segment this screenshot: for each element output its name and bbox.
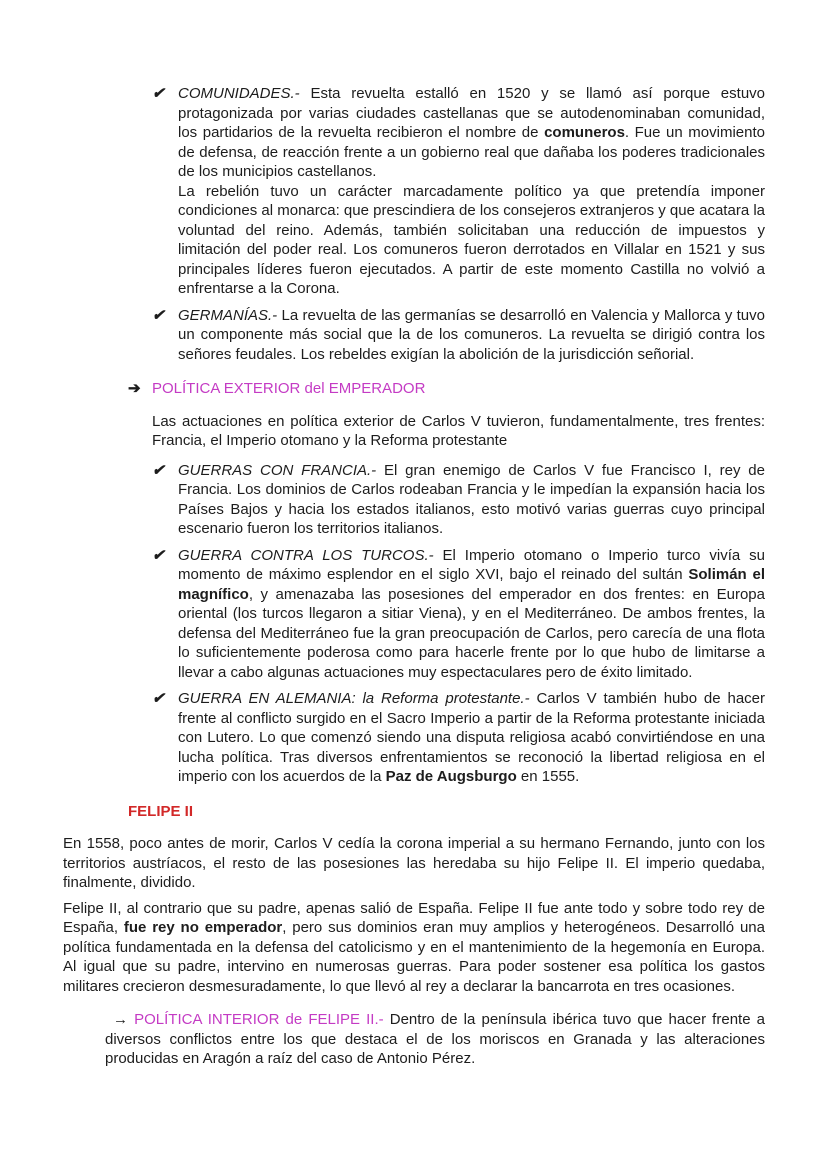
bullet-text-guerra-turcos — [178, 546, 765, 683]
checkmark-bullet-icon: ✔ — [152, 546, 165, 564]
text-segment-normal: . Fue un movimiento de defensa, de reacción frente a un gobierno real que dañaba los poderes tradicionales de los municipios castellanos. — [178, 124, 765, 180]
paragraph-1558 — [63, 834, 765, 893]
heading-felipe-ii: FELIPE II — [128, 802, 194, 820]
text-segment-bold: Paz de Augsburgo — [385, 768, 517, 785]
checkmark-bullet-icon: ✔ — [152, 306, 165, 324]
text-segment-bold: Solimán el magnífico — [178, 566, 765, 603]
text-segment-italic: GUERRA EN ALEMANIA: la Reforma protestante.- — [178, 690, 530, 707]
text-segment-normal: En 1558, poco antes de morir, Carlos V cedía la corona imperial a su hermano Fernando, junto con los territorios austríacos, el resto de las posesiones las heredaba su hijo Felipe II. El imperio quedaba, finalmente, dividido. — [63, 835, 765, 891]
checkmark-bullet-icon: ✔ — [152, 461, 165, 479]
paragraph-guerras-francia — [178, 461, 765, 539]
text-segment-normal: Carlos V también hubo de hacer frente al conflicto surgido en el Sacro Imperio a partir de la Reforma protestante iniciada con Lutero. Lo que comenzó siendo una disputa religiosa acabó convirtiéndose en una lucha política. Tras diversos enfrentamientos se reconoció la libertad religiosa en el imperio con los acuerdos de la — [178, 690, 765, 785]
checkmark-bullet-icon: ✔ — [152, 690, 165, 707]
text-segment-bold: fue rey no emperador — [123, 919, 283, 936]
bullet-text-germanias — [178, 306, 765, 365]
text-segment-normal: en 1555. — [516, 768, 580, 785]
paragraph-guerra-alemania — [178, 689, 765, 787]
text-segment-italic: GUERRAS CON FRANCIA.- — [178, 461, 377, 479]
text-segment-magenta: POLÍTICA INTERIOR de FELIPE II.- — [134, 1011, 384, 1028]
text-segment-normal: El gran enemigo de Carlos V fue Francisco I, rey de Francia. Los dominios de Carlos rodeaban Francia y le impedían la expansión hacia los Países Bajos y hacia los estados italianos, esto motivó varias guerras cuyo principal escenario fueron los territorios italianos. — [178, 461, 765, 537]
text-segment-normal: Felipe II, al contrario que su padre, apenas salió de España. Felipe II fue ante todo y sobre todo rey de España, — [63, 899, 765, 936]
text-segment-italic: GERMANÍAS.- — [178, 306, 278, 324]
text-segment-bold: comuneros — [544, 124, 625, 141]
bullet-item-guerras-francia — [63, 461, 765, 539]
text-segment-normal: Esta revuelta estalló en 1520 y se llamó así porque estuvo protagonizada por varias ciudades castellanas que se autodenominaban comunidad, los partidarios de la revuelta recibieron el nombre de — [178, 85, 765, 141]
bullet-item-guerra-alemania — [63, 689, 765, 787]
text-segment-italic: GUERRA CONTRA LOS TURCOS.- — [178, 546, 434, 564]
paragraph-politica-interior — [63, 1010, 765, 1069]
text-segment-normal: , pero sus dominios eran muy amplios y heterogéneos. Desarrolló una política fundamentada en la defensa del catolicismo y en el mantenimiento de la hegemonía en Europa. Al igual que su padre, intervino en numerosas guerras. Para poder sostener esa política los gastos militares crecieron desmesuradamente, lo que llevó al rey a declarar la bancarrota en tres ocasiones. — [63, 919, 765, 995]
paragraph-intro-exterior — [63, 412, 765, 451]
text-segment-normal: Dentro de la península ibérica tuvo que hacer frente a diversos conflictos entre los que destaca el de los moriscos en Granada y las alteraciones producidas en Aragón a raíz del caso de Antonio Pérez. — [105, 1011, 765, 1067]
paragraph-comunidades-1 — [178, 84, 765, 182]
text-segment-arrow: → — [113, 1011, 135, 1028]
bullet-text-comunidades — [178, 84, 765, 299]
paragraph-guerra-turcos — [178, 546, 765, 683]
arrow-right-icon: ➔ — [128, 380, 141, 397]
text-segment-normal: El Imperio otomano o Imperio turco vivía su momento de máximo esplendor en el siglo XVI, bajo el reinado del sultán — [178, 546, 765, 583]
bullet-item-germanias — [63, 306, 765, 365]
text-segment-normal: Las actuaciones en política exterior de Carlos V tuvieron, fundamentalmente, tres frentes: Francia, el Imperio otomano y la Reforma protestante — [152, 412, 765, 449]
text-segment-italic: COMUNIDADES.- — [178, 85, 300, 102]
bullet-item-comunidades — [63, 84, 765, 299]
text-segment-normal: La rebelión tuvo un carácter marcadamente político ya que pretendía imponer condiciones al monarca: que prescindiera de los consejeros extranjeros y que acatara la voluntad del reino. Además, también solicitaban una reducción de impuestos y limitación del poder real. Los comuneros fueron derrotados en Villalar en 1521 y sus principales líderes fueron ejecutados. A partir de este momento Castilla no volvió a enfrentarse a la Corona. — [178, 182, 765, 297]
text-segment-normal: La revuelta de las germanías se desarrolló en Valencia y Mallorca y tuvo un componente más social que la de los comuneros. La revuelta se dirigió contra los señores feudales. Los rebeldes exigían la abolición de la jurisdicción señorial. — [178, 306, 765, 363]
text-segment-normal: , y amenazaba las posesiones del emperador en dos frentes: en Europa oriental (los turcos llegaron a sitiar Viena), y en el Mediterráneo. De ambos frentes, la defensa del Mediterráneo fue la gran preocupación de Carlos, pero carecía de una flota lo suficientemente poderosa como para hacerle frente por lo que hubo de limitarse a llevar a cabo algunas actuaciones muy espectaculares pero de éxito limitado. — [178, 585, 765, 681]
section-heading-politica-exterior — [63, 379, 765, 399]
paragraph-germanias — [178, 306, 765, 365]
bullet-item-guerra-turcos — [63, 546, 765, 683]
paragraph-felipe-politica — [63, 899, 765, 997]
paragraph-comunidades-2 — [178, 182, 765, 299]
heading-politica-exterior-label: POLÍTICA EXTERIOR del EMPERADOR — [152, 380, 426, 397]
checkmark-bullet-icon: ✔ — [152, 85, 165, 102]
bullet-text-guerras-francia — [178, 461, 765, 539]
bullet-text-guerra-alemania — [178, 689, 765, 787]
